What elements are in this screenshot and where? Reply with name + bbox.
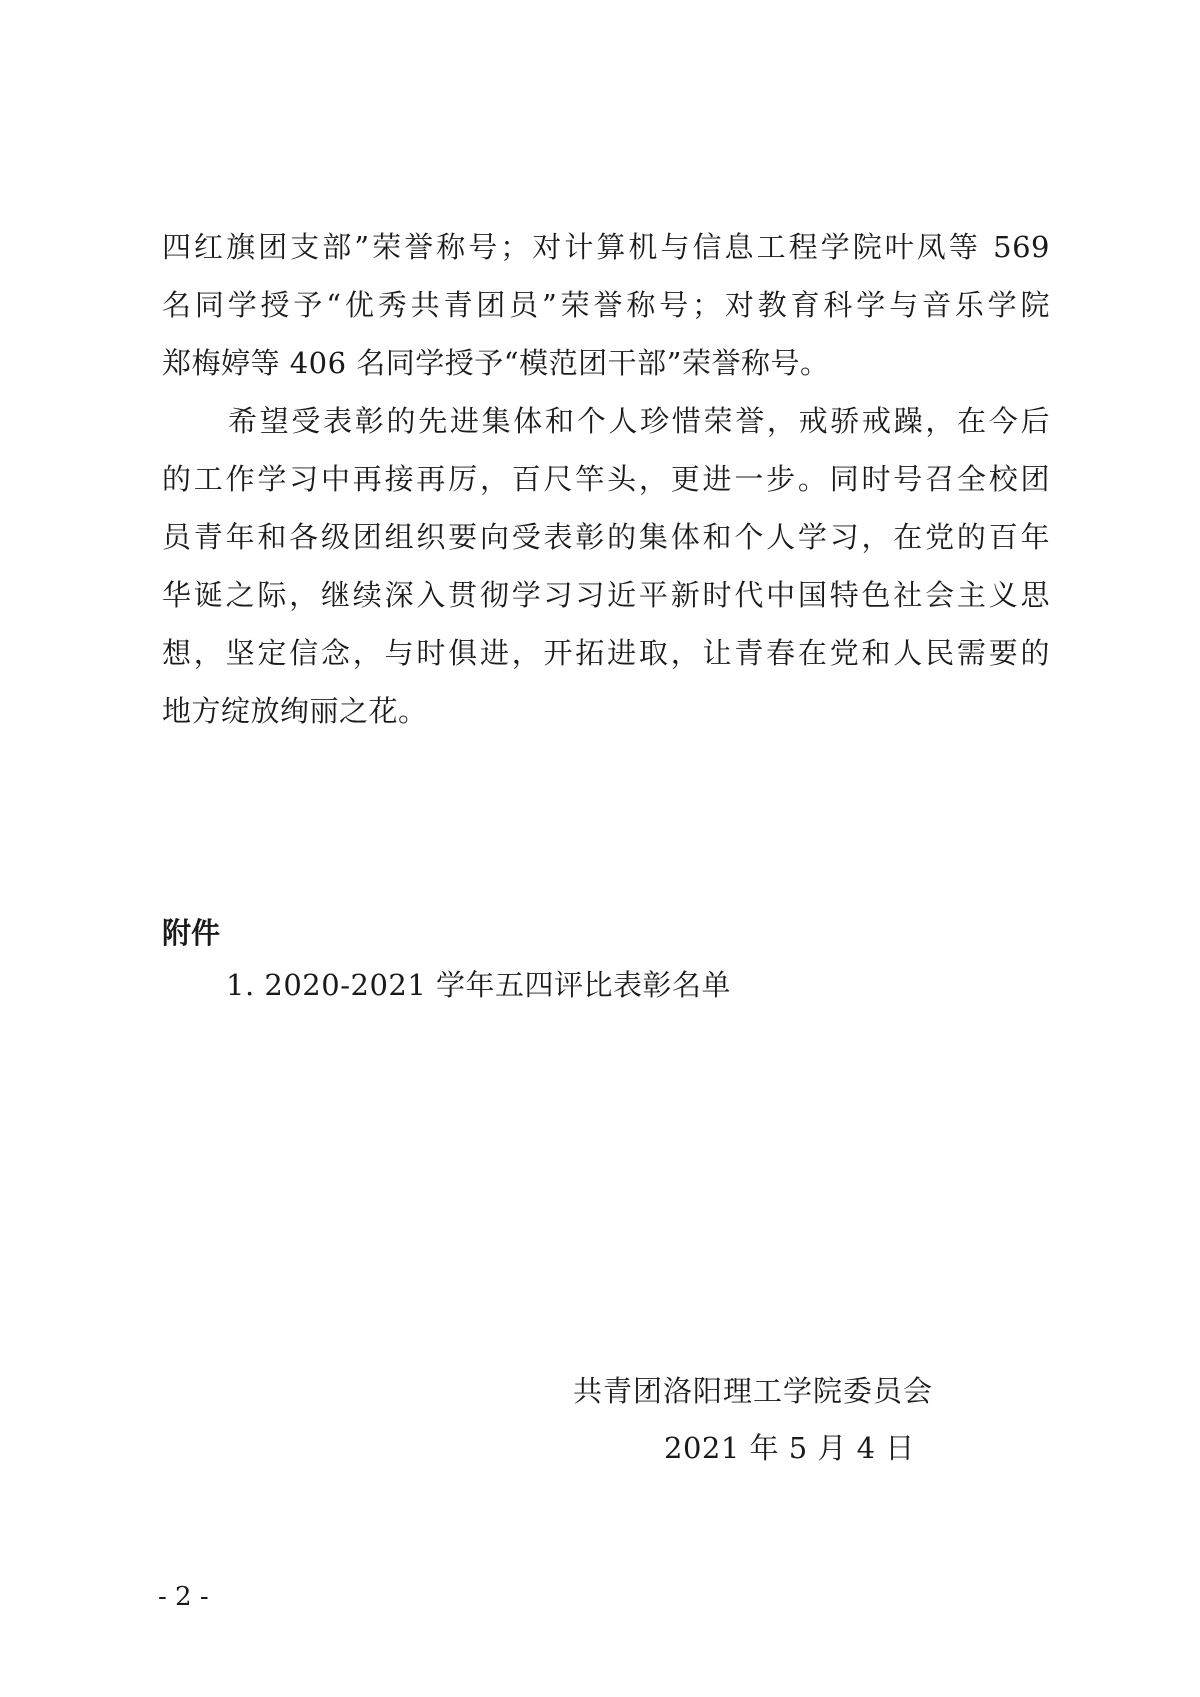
text-line: 名同学授予“优秀共青团员”荣誉称号；对教育科学与音乐学院: [162, 288, 1050, 322]
text-line: 地方绽放绚丽之花。: [162, 694, 428, 728]
attachment-item: 1. 2020-2021 学年五四评比表彰名单: [226, 968, 732, 1002]
text-line: 员青年和各级团组织要向受表彰的集体和个人学习，在党的百年: [162, 520, 1050, 554]
text-line: 郑梅婷等 406 名同学授予“模范团干部”荣誉称号。: [162, 346, 830, 380]
text-line: 的工作学习中再接再厉，百尺竿头，更进一步。同时号召全校团: [162, 462, 1050, 496]
page-number: - 2 -: [158, 1582, 209, 1612]
signature-date: 2021 年 5 月 4 日: [664, 1431, 915, 1465]
text-line: 华诞之际，继续深入贯彻学习习近平新时代中国特色社会主义思: [162, 578, 1050, 612]
text-line: 四红旗团支部”荣誉称号；对计算机与信息工程学院叶凤等 569: [162, 230, 1050, 264]
text-line: 想，坚定信念，与时俱进，开拓进取，让青春在党和人民需要的: [162, 636, 1050, 670]
text-line: 希望受表彰的先进集体和个人珍惜荣誉，戒骄戒躁，在今后: [228, 404, 1050, 438]
attachment-heading: 附件: [162, 916, 221, 950]
signature-organization: 共青团洛阳理工学院委员会: [573, 1374, 934, 1408]
